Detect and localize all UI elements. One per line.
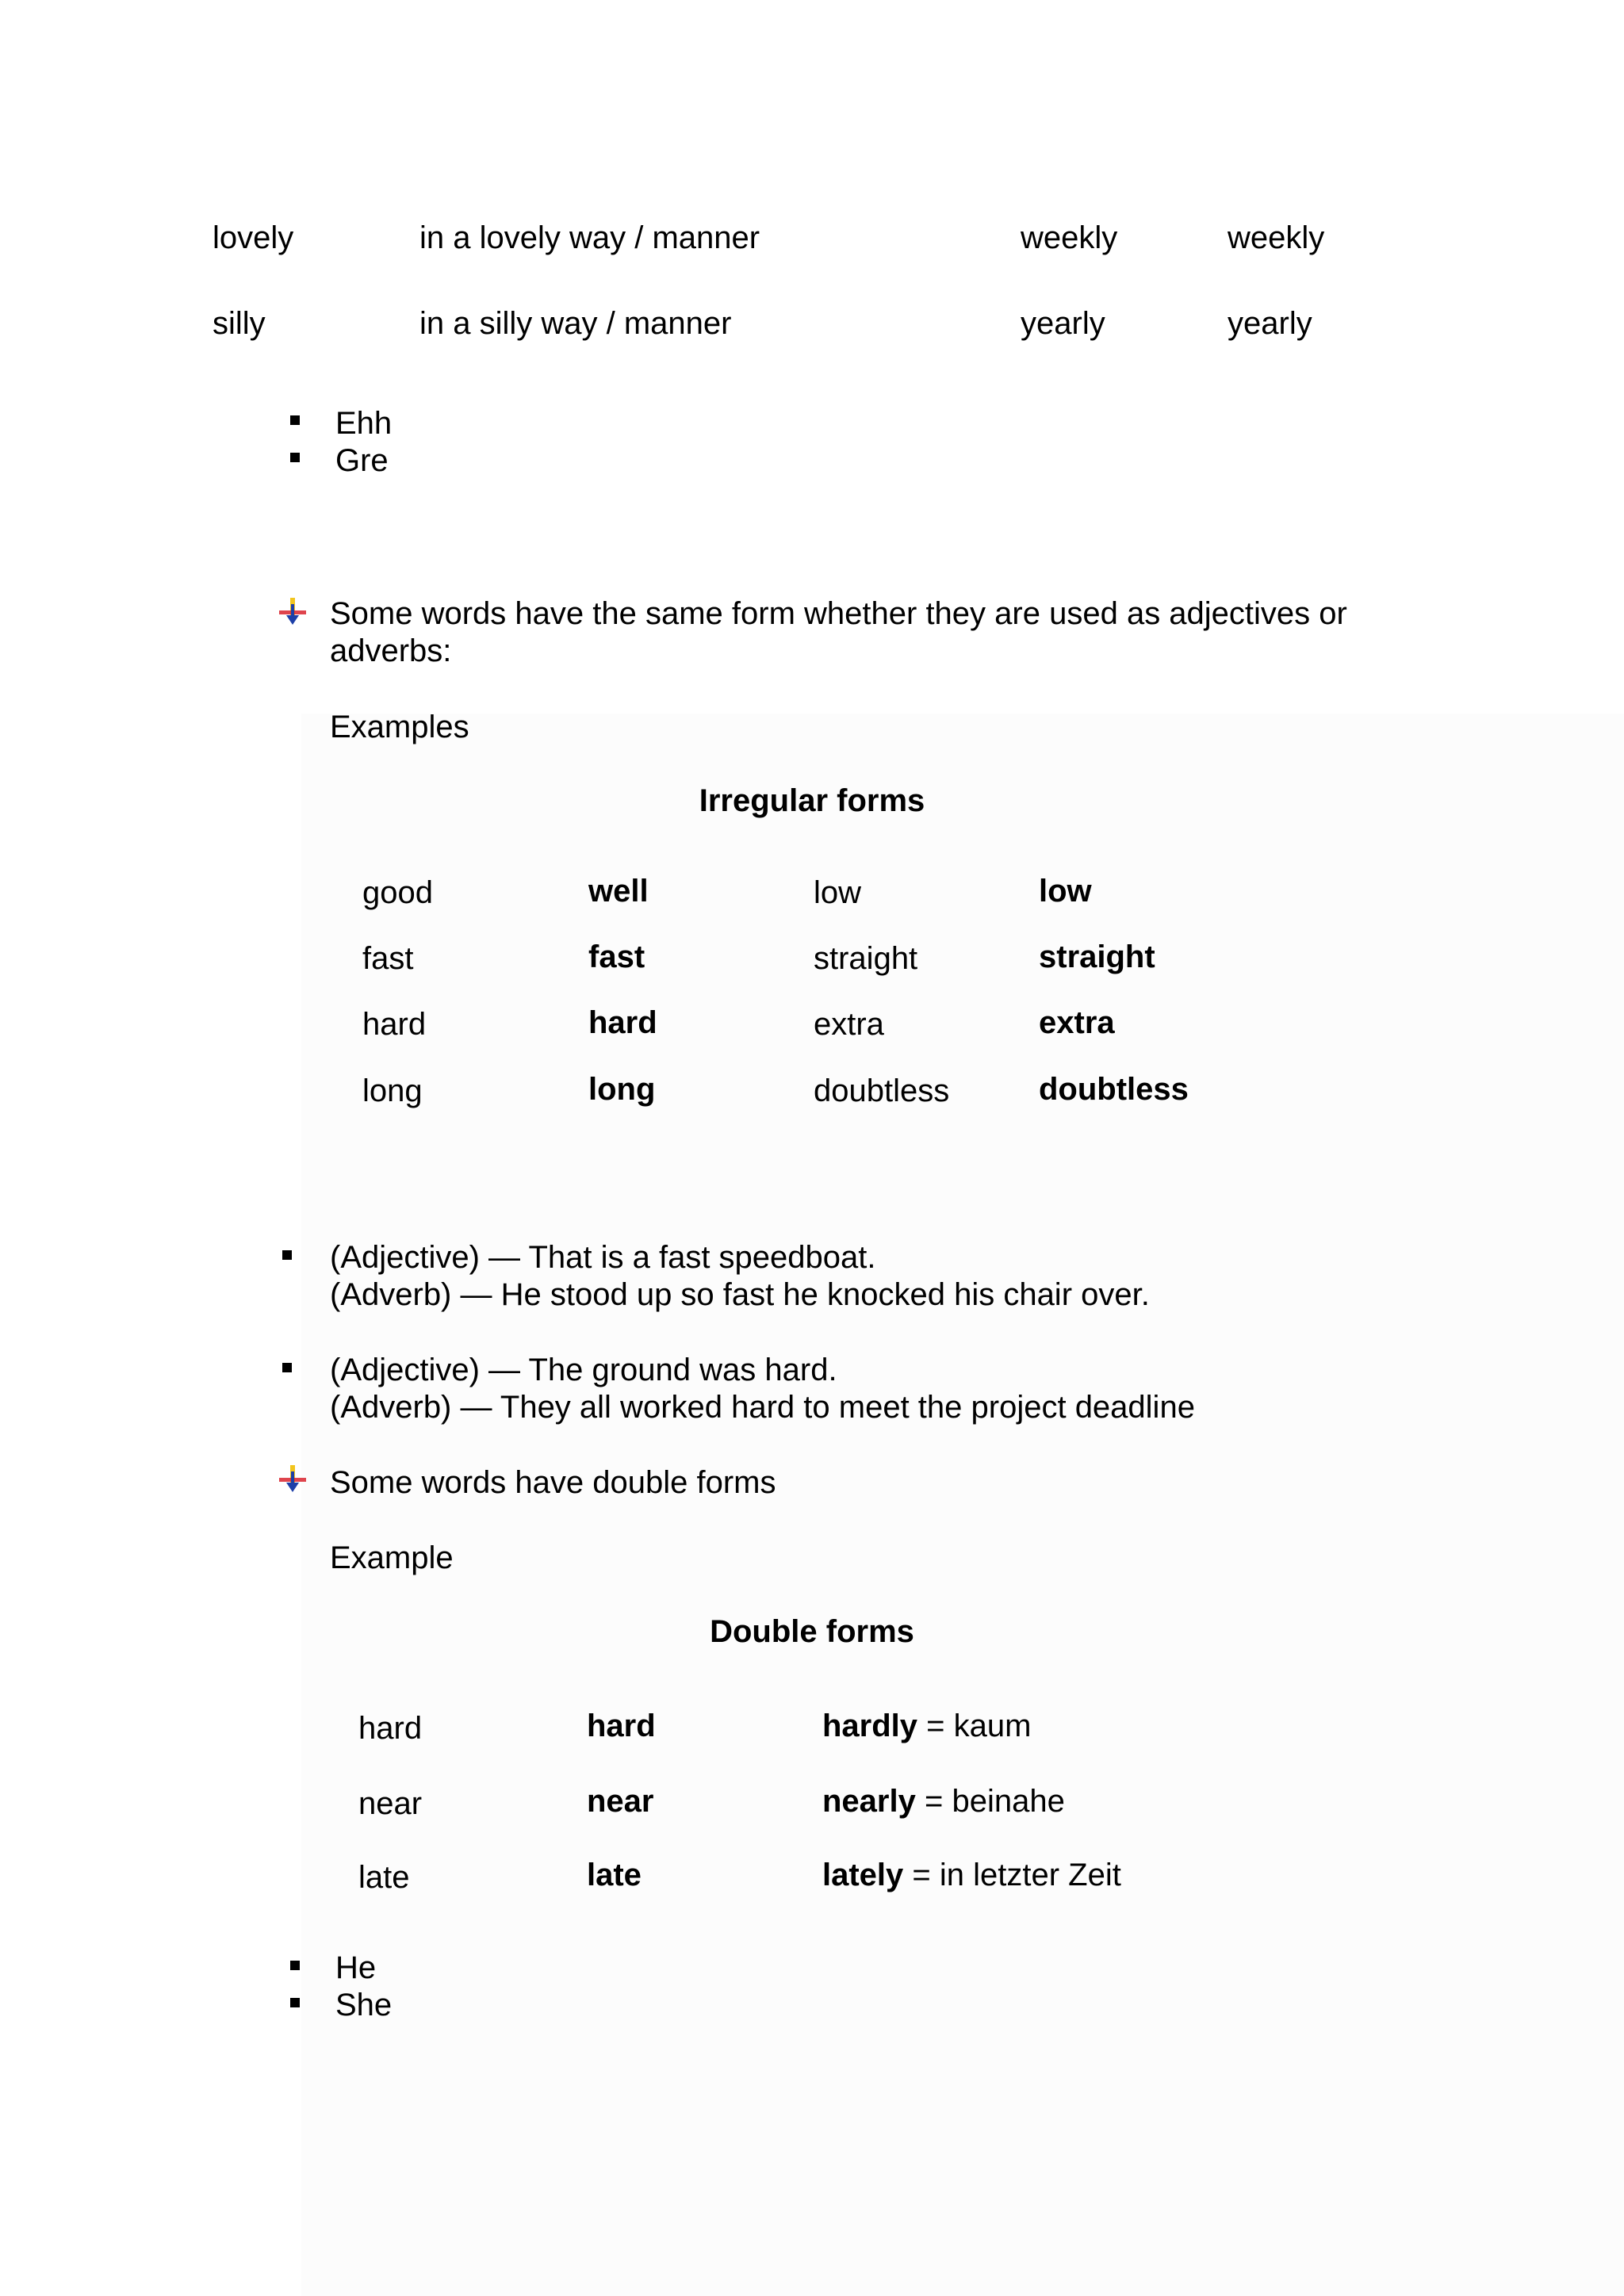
table-cell-adverb: long (588, 1072, 656, 1107)
list-item: He (335, 1950, 377, 1985)
table-cell-adjective: hard (362, 1007, 427, 1042)
square-bullet-icon (282, 1363, 292, 1372)
page-background-panel (301, 714, 1624, 2296)
example-label: Example (330, 1540, 454, 1575)
meaning: = in letzter Zeit (903, 1858, 1121, 1892)
square-bullet-icon (282, 1250, 292, 1260)
table-cell-adjective: doubtless (814, 1073, 950, 1108)
table-cell-adverb: hard (587, 1709, 656, 1743)
square-bullet-icon (290, 415, 300, 425)
table-cell-adjective: straight (814, 941, 918, 976)
arrow-bullet-icon (279, 1465, 306, 1494)
irregular-forms-heading: Irregular forms (699, 783, 925, 818)
table-cell-base: near (358, 1786, 423, 1821)
table-cell-ly-form (822, 1710, 1031, 1742)
double-forms-text: Some words have double forms (330, 1465, 776, 1500)
table-cell-adjective: extra (814, 1007, 884, 1042)
top-row-adverb-phrase: in a silly way / manner (419, 306, 732, 341)
double-forms-heading: Double forms (710, 1614, 914, 1649)
table-cell-base: late (358, 1860, 410, 1895)
top-row-adjective: lovely (213, 220, 294, 255)
table-cell-adverb: late (587, 1858, 642, 1892)
square-bullet-icon (290, 1998, 300, 2007)
table-cell-adverb: low (1039, 874, 1092, 909)
table-cell-adverb: doubtless (1039, 1072, 1189, 1107)
meaning: = beinahe (915, 1784, 1065, 1819)
table-cell-adverb: hard (588, 1005, 657, 1040)
square-bullet-icon (290, 1961, 300, 1970)
table-cell-adverb: well (588, 874, 649, 909)
top-row-adverb-2: yearly (1228, 306, 1312, 341)
top-row-adverb-2: weekly (1228, 220, 1325, 255)
list-item: Gre (335, 443, 389, 478)
examples-label: Examples (330, 710, 469, 744)
ly-form: hardly (822, 1709, 918, 1743)
table-cell-adverb: fast (588, 939, 645, 974)
top-row-adjective: silly (213, 306, 266, 341)
sentence-adjective: (Adjective) — That is a fast speedboat. (330, 1240, 876, 1275)
meaning: = kaum (917, 1709, 1032, 1743)
same-form-text-line1: Some words have the same form whether they are used as adjectives or (330, 596, 1347, 631)
sentence-adverb: (Adverb) — They all worked hard to meet the project deadline (330, 1390, 1195, 1425)
same-form-text-line2: adverbs: (330, 633, 452, 668)
table-cell-adjective: fast (362, 941, 414, 976)
table-cell-ly-form (822, 1785, 1065, 1817)
table-cell-base: hard (358, 1711, 423, 1746)
table-cell-adjective: long (362, 1073, 423, 1108)
top-row-adjective-2: yearly (1021, 306, 1105, 341)
list-item: Ehh (335, 406, 393, 441)
table-cell-adverb: extra (1039, 1005, 1115, 1040)
ly-form: lately (822, 1858, 904, 1892)
arrow-bullet-icon (279, 598, 306, 626)
table-cell-adverb: near (587, 1784, 654, 1819)
sentence-adverb: (Adverb) — He stood up so fast he knocked his chair over. (330, 1277, 1150, 1312)
top-row-adjective-2: weekly (1021, 220, 1118, 255)
ly-form: nearly (822, 1784, 916, 1819)
table-cell-adverb: straight (1039, 939, 1155, 974)
top-row-adverb-phrase: in a lovely way / manner (419, 220, 760, 255)
sentence-adjective: (Adjective) — The ground was hard. (330, 1353, 837, 1387)
table-cell-ly-form (822, 1859, 1121, 1891)
square-bullet-icon (290, 453, 300, 462)
table-cell-adjective: good (362, 875, 433, 910)
list-item: She (335, 1988, 393, 2022)
table-cell-adjective: low (814, 875, 862, 910)
